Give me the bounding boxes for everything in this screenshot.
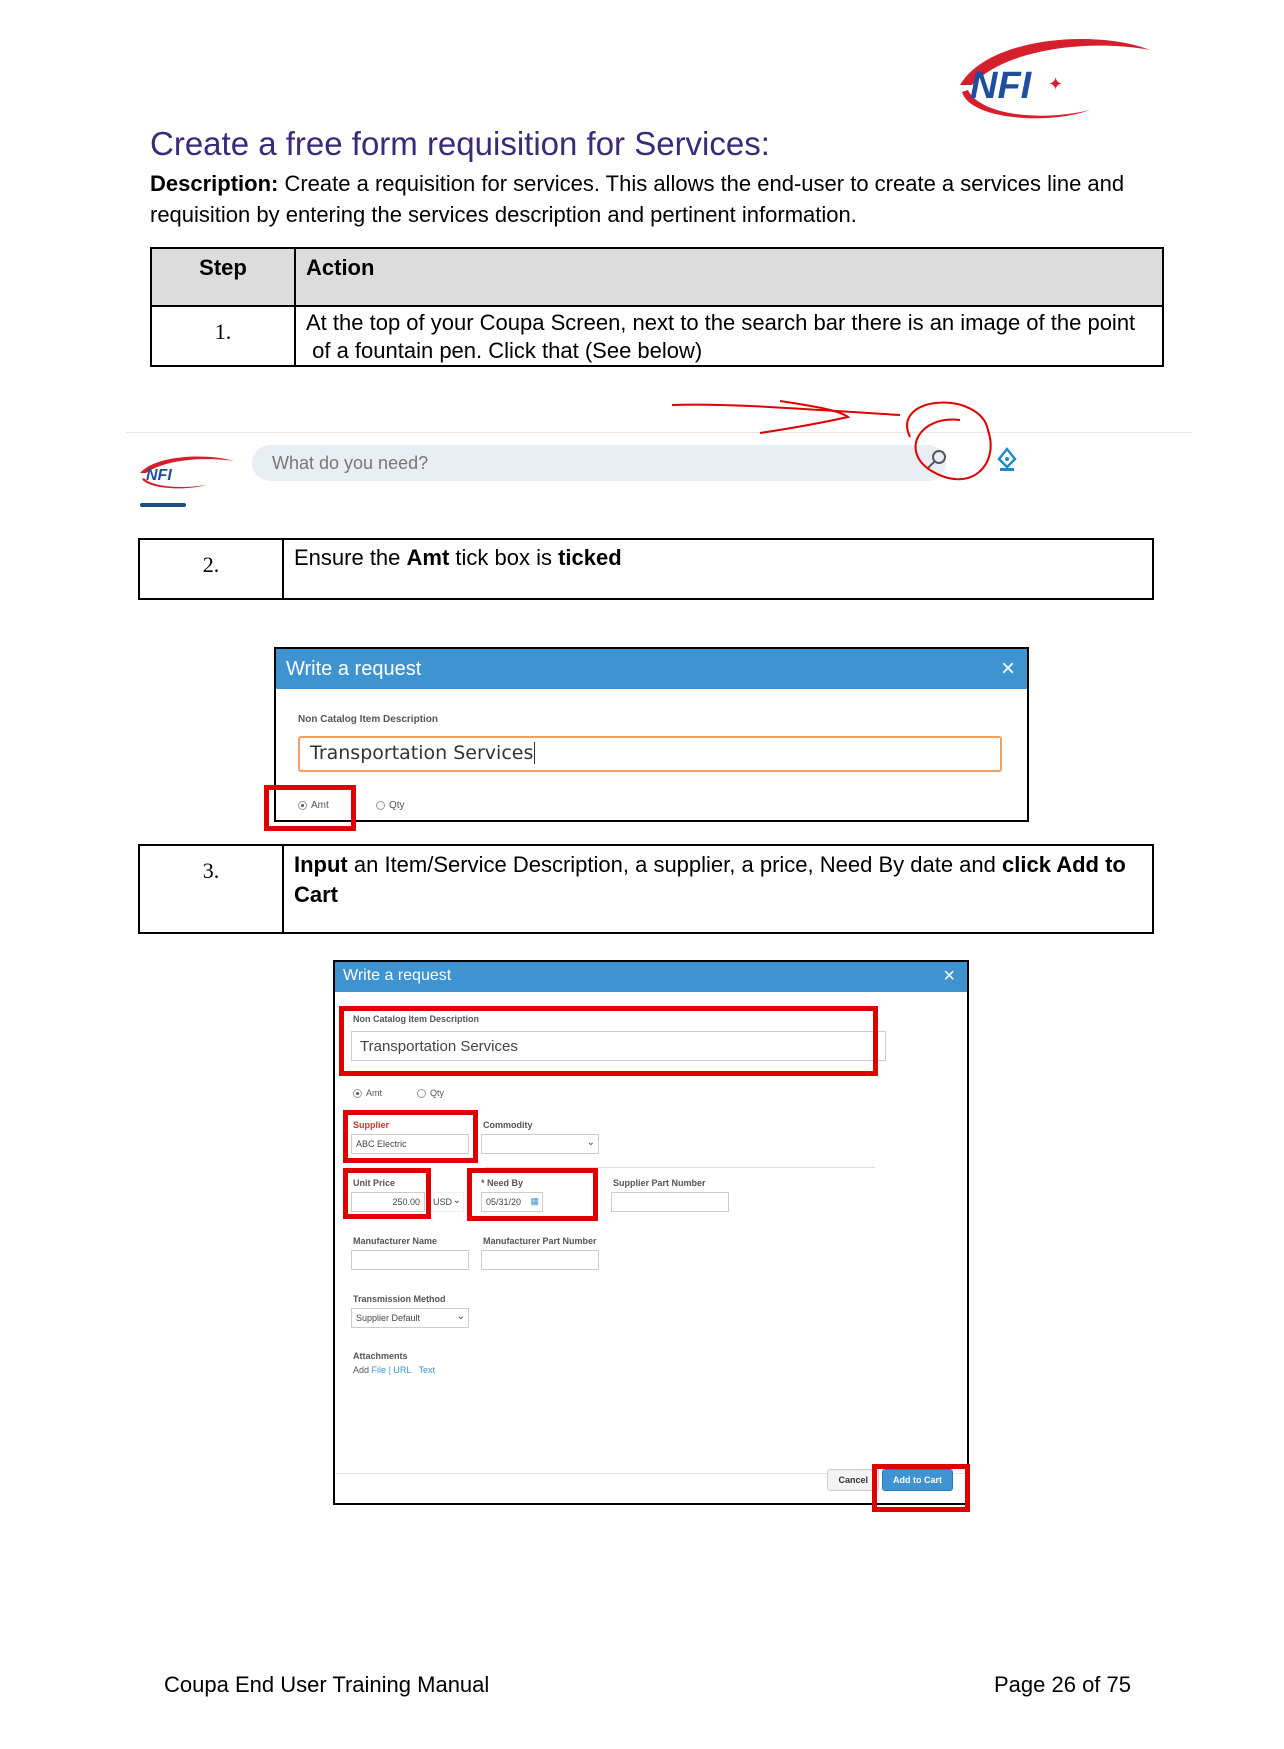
- transmission-select[interactable]: Supplier Default ⌄: [351, 1308, 469, 1328]
- manufacturer-name-label: Manufacturer Name: [353, 1236, 438, 1246]
- dialog-title: Write a request: [343, 967, 452, 984]
- supplier-part-input[interactable]: [611, 1192, 729, 1212]
- step-table-1: [150, 247, 1164, 367]
- dialog-header: [335, 962, 967, 992]
- t2-bold-ticked: ticked: [558, 545, 622, 570]
- unit-price-input[interactable]: 250.00: [351, 1192, 425, 1212]
- search-bar[interactable]: [252, 445, 946, 481]
- t2-pre: Ensure the: [294, 545, 407, 570]
- qty-radio[interactable]: Qty: [417, 1088, 444, 1098]
- t3-text: an Item/Service Description, a supplier, a price, Need By date and: [347, 852, 1002, 877]
- chevron-down-icon: ⌄: [456, 1311, 465, 1322]
- commodity-label: Commodity: [483, 1120, 533, 1130]
- nfi-logo: [950, 30, 1160, 120]
- step-number: 1.: [151, 306, 295, 366]
- write-request-dialog-2: [333, 960, 969, 1505]
- header-action: Action: [295, 248, 1163, 306]
- manufacturer-part-input[interactable]: [481, 1250, 599, 1270]
- amt-radio[interactable]: Amt: [298, 800, 329, 811]
- dialog-title: Write a request: [286, 658, 422, 680]
- description: [150, 168, 1150, 230]
- desc-label: Non Catalog Item Description: [298, 714, 439, 725]
- step-number: 3.: [139, 845, 283, 933]
- att-file-link[interactable]: File: [371, 1365, 387, 1375]
- write-request-dialog-1: [274, 647, 1029, 822]
- step-table-2: [138, 538, 1154, 600]
- page-title: Create a free form requisition for Services:: [150, 125, 770, 162]
- search-icon[interactable]: [926, 449, 948, 471]
- transmission-label: Transmission Method: [353, 1294, 446, 1304]
- close-icon[interactable]: ×: [1000, 655, 1015, 682]
- footer-manual-title: Coupa End User Training Manual: [164, 1672, 490, 1697]
- att-add: Add: [353, 1365, 370, 1375]
- mini-logo-text: NFI: [146, 467, 172, 484]
- search-input[interactable]: [272, 451, 852, 475]
- supplier-input[interactable]: ABC Electric: [351, 1134, 469, 1154]
- description-input[interactable]: Transportation Services: [298, 736, 1002, 772]
- nav-underline: [140, 503, 186, 507]
- step-action: [283, 539, 1153, 599]
- description-text: Create a requisition for services. This allows the end-user to create a services line and requisition by entering the services description and pertinent information.: [150, 171, 1125, 227]
- att-separator: |: [388, 1365, 391, 1375]
- attachments-label: Attachments: [353, 1351, 408, 1361]
- t2-bold-amt: Amt: [406, 545, 450, 570]
- footer-page-number: Page 26 of 75: [994, 1672, 1132, 1697]
- radio-icon[interactable]: [353, 1089, 362, 1098]
- att-url-link[interactable]: URL: [393, 1365, 412, 1375]
- svg-text:✦: ✦: [1048, 74, 1064, 94]
- radio-icon[interactable]: [376, 801, 385, 810]
- radio-icon[interactable]: [417, 1089, 426, 1098]
- t3-bold-input: Input: [294, 852, 348, 877]
- description-label: Description:: [150, 171, 279, 196]
- currency-select[interactable]: USD ⌄: [428, 1192, 464, 1212]
- chevron-down-icon: ⌄: [452, 1195, 461, 1206]
- manufacturer-name-input[interactable]: [351, 1250, 469, 1270]
- amt-radio[interactable]: Amt: [353, 1088, 382, 1098]
- need-by-label: * Need By: [481, 1178, 524, 1188]
- t2-mid: tick box is: [449, 545, 559, 570]
- add-to-cart-button[interactable]: Add to Cart: [882, 1469, 953, 1491]
- commodity-select[interactable]: [481, 1134, 599, 1154]
- action-line-2: of a fountain pen. Click that (See below): [306, 338, 703, 363]
- attachments-links: [353, 1365, 435, 1375]
- manufacturer-part-label: Manufacturer Part Number: [483, 1236, 597, 1246]
- action-line-1: At the top of your Coupa Screen, next to the search bar there is an image of the point: [306, 310, 1136, 335]
- header-step: Step: [151, 248, 295, 306]
- desc-label: Non Catalog Item Description: [353, 1014, 480, 1024]
- svg-text:NFI: NFI: [970, 65, 1032, 107]
- unit-price-label: Unit Price: [353, 1178, 396, 1188]
- supplier-label: Supplier: [353, 1120, 390, 1130]
- step-action: [283, 845, 1153, 933]
- close-icon[interactable]: ×: [943, 965, 955, 987]
- step-action: [295, 306, 1163, 366]
- cancel-button[interactable]: Cancel: [827, 1469, 879, 1491]
- dialog-header: [276, 649, 1027, 689]
- nfi-mini-logo: [136, 451, 236, 491]
- divider: [485, 1167, 875, 1168]
- t3-bold-add: click Add to Cart: [294, 852, 1126, 907]
- qty-radio[interactable]: Qty: [376, 800, 405, 811]
- chevron-down-icon: ⌄: [586, 1137, 595, 1148]
- radio-icon[interactable]: [298, 801, 307, 810]
- search-bar-screenshot: [126, 432, 1192, 512]
- step-number: 2.: [139, 539, 283, 599]
- step-table-3: [138, 844, 1154, 934]
- description-input[interactable]: Transportation Services: [351, 1031, 886, 1061]
- calendar-icon[interactable]: ▦: [530, 1196, 539, 1206]
- fountain-pen-icon[interactable]: [996, 447, 1018, 473]
- att-text-link[interactable]: Text: [418, 1365, 435, 1375]
- need-by-input[interactable]: 05/31/20 ▦: [481, 1192, 543, 1212]
- supplier-part-label: Supplier Part Number: [613, 1178, 706, 1188]
